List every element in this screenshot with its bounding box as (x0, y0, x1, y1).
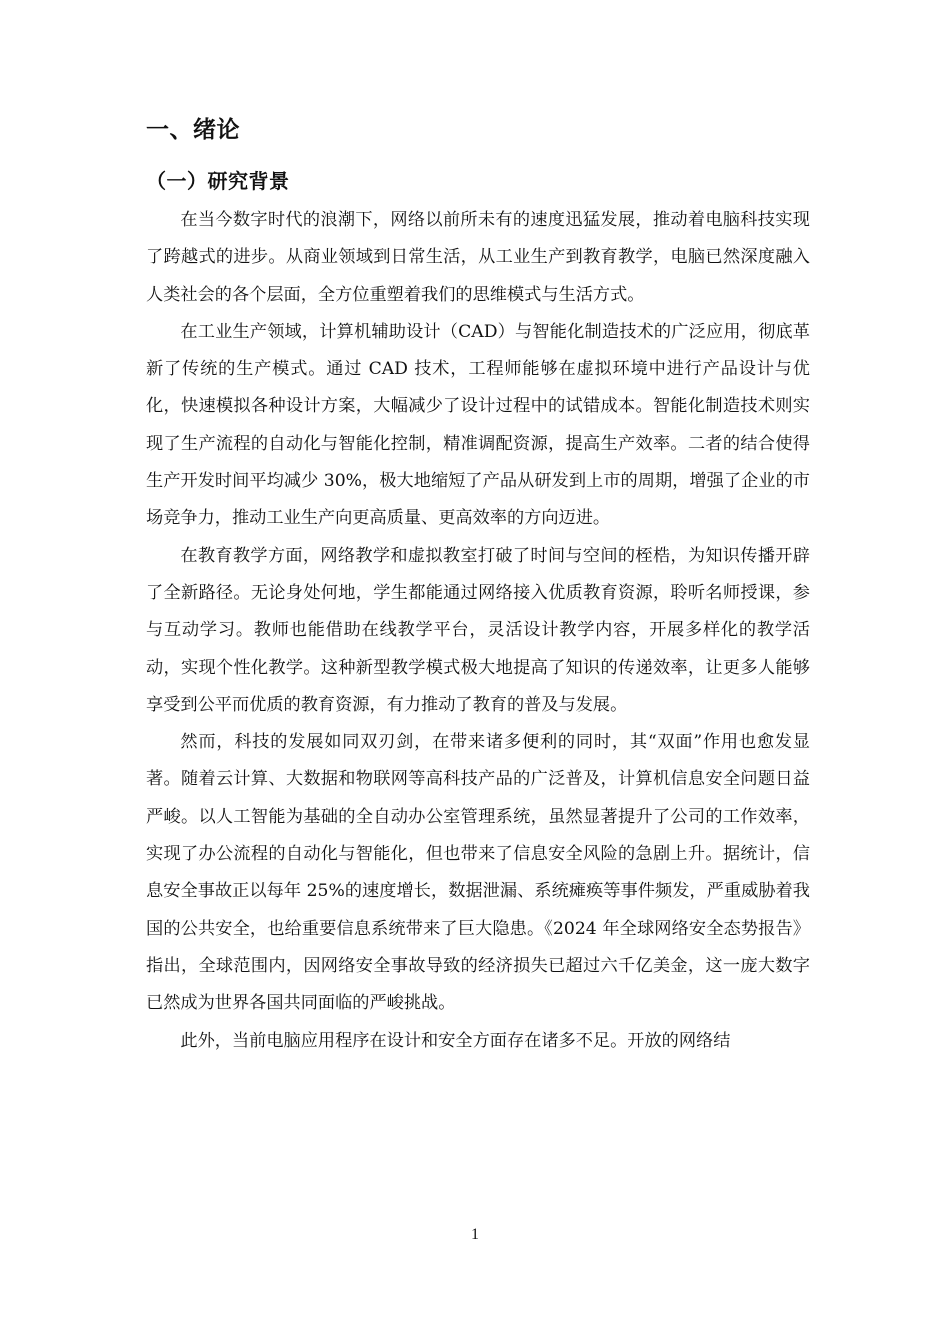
paragraph-education: 在教育教学方面，网络教学和虚拟教室打破了时间与空间的桎梏，为知识传播开辟了全新路径。无论身处何地，学生都能通过网络接入优质教育资源，聆听名师授课，参与互动学习。教师也能借助在线教学平台，灵活设计教学内容，开展多样化的教学活动，实现个性化教学。这种新型教学模式极大地提高了知识的传递效率，让更多人能够享受到公平而优质的教育资源，有力推动了教育的普及与发展。 (146, 545, 810, 715)
chapter-heading: 一、绪论 (146, 117, 240, 143)
section-heading: （一）研究背景 (146, 169, 290, 193)
page-number: 1 (471, 1226, 479, 1243)
paragraph-intro: 在当今数字时代的浪潮下，网络以前所未有的速度迅猛发展，推动着电脑科技实现了跨越式的进步。从商业领域到日常生活，从工业生产到教育教学，电脑已然深度融入人类社会的各个层面，全方位重塑着我们的思维模式与生活方式。 (146, 210, 810, 305)
paragraph-continued: 此外，当前电脑应用程序在设计和安全方面存在诸多不足。开放的网络结 (180, 1030, 731, 1051)
paragraph-security: 然而，科技的发展如同双刃剑，在带来诸多便利的同时，其“双面”作用也愈发显著。随着云计算、大数据和物联网等高科技产品的广泛普及，计算机信息安全问题日益严峻。以人工智能为基础的全自动办公室管理系统，虽然显著提升了公司的工作效率，实现了办公流程的自动化与智能化，但也带来了信息安全风险的急剧上升。据统计，信息安全事故正以每年 25%的速度增长，数据泄漏、系统瘫痪等事件频发，严重威胁着我国的公共安全，也给重要信息系统带来了巨大隐患。《2024 年全球网络安全态势报告》指出，全球范围内，因网络安全事故导致的经济损失已超过六千亿美金，这一庞大数字已然成为世界各国共同面临的严峻挑战。 (146, 732, 810, 1014)
page-content (146, 110, 810, 1060)
paragraph-industry: 在工业生产领域，计算机辅助设计（CAD）与智能化制造技术的广泛应用，彻底革新了传统的生产模式。通过 CAD 技术，工程师能够在虚拟环境中进行产品设计与优化，快速模拟各种设计方案，大幅减少了设计过程中的试错成本。智能化制造技术则实现了生产流程的自动化与智能化控制，精准调配资源，提高生产效率。二者的结合使得生产开发时间平均减少 30%，极大地缩短了产品从研发到上市的周期，增强了企业的市场竞争力，推动工业生产向更高质量、更高效率的方向迈进。 (146, 321, 810, 529)
